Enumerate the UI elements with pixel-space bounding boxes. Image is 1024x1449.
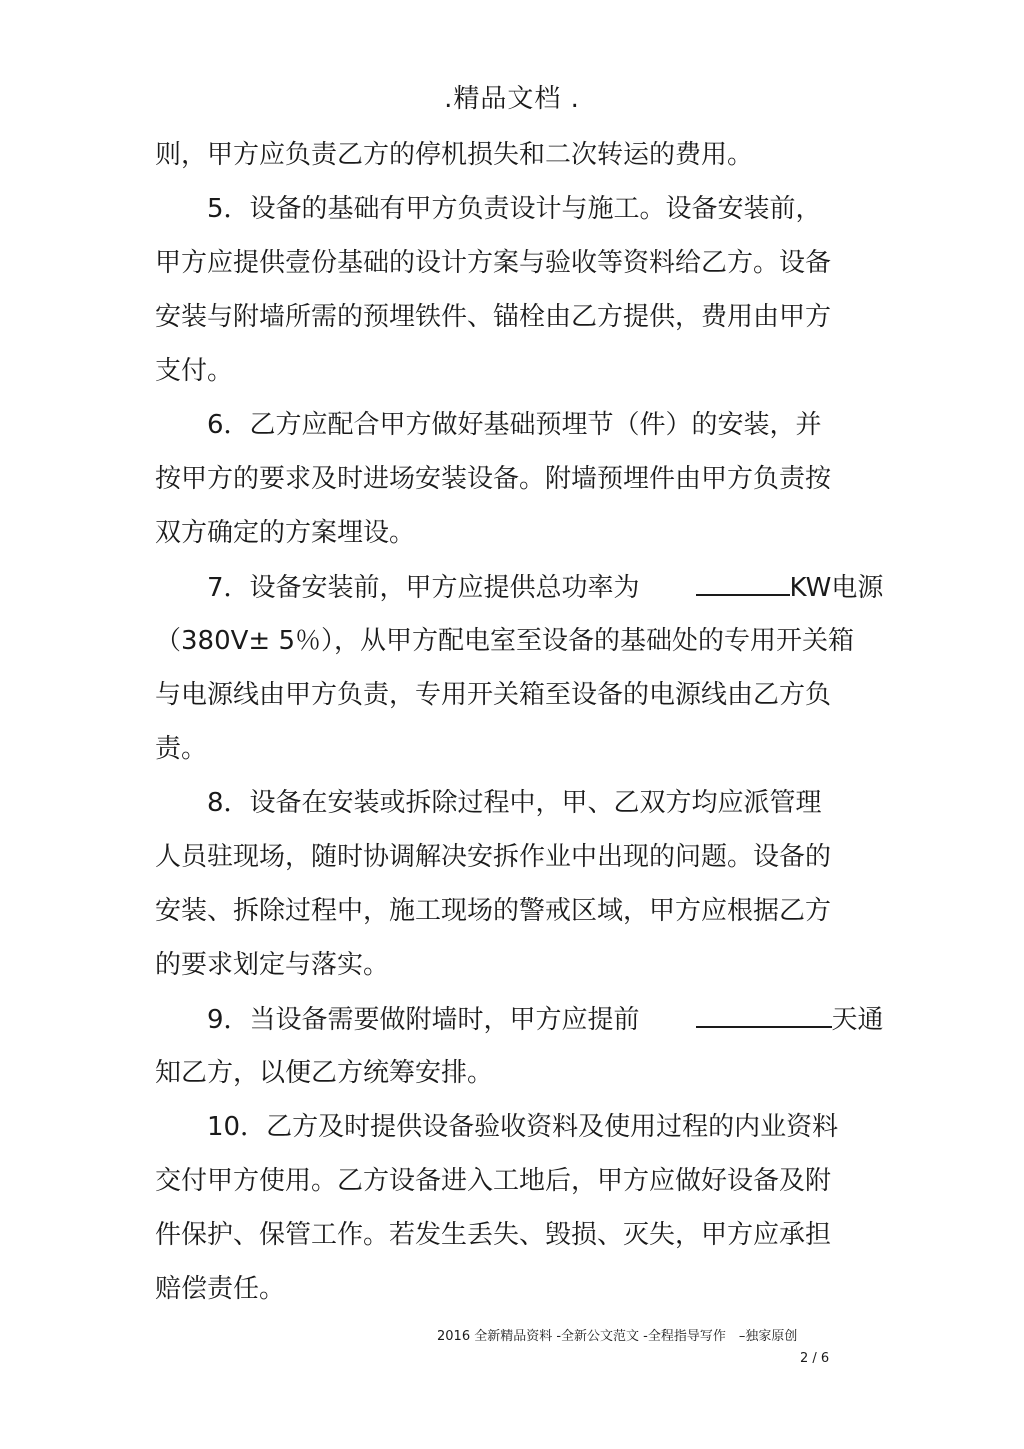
paragraph-line: 支付。 <box>155 356 234 386</box>
clause-6-line: 6．乙方应配合甲方做好基础预埋节（件）的安装，并 <box>207 410 822 440</box>
paragraph-line: （380V± 5％），从甲方配电室至设备的基础处的专用开关箱 <box>155 626 855 656</box>
page-number: 2 / 6 <box>800 1351 830 1366</box>
paragraph-line: 知乙方，以便乙方统筹安排。 <box>155 1058 494 1088</box>
paragraph-line: 人员驻现场，随时协调解决安拆作业中出现的问题。设备的 <box>155 842 832 872</box>
paragraph-line: 则，甲方应负责乙方的停机损失和二次转运的费用。 <box>155 140 754 170</box>
paragraph-line: 安装、拆除过程中，施工现场的警戒区域，甲方应根据乙方 <box>155 896 832 926</box>
clause-7-line <box>155 560 884 614</box>
days-blank-field <box>696 992 832 1028</box>
page-footer: 2016 全新精品资料 -全新公文范文 -全程指导写作 –独家原创 <box>437 1329 798 1344</box>
paragraph-line: 件保护、保管工作。若发生丢失、毁损、灭失，甲方应承担 <box>155 1220 832 1250</box>
paragraph-line: 与电源线由甲方负责，专用开关箱至设备的电源线由乙方负 <box>155 680 832 710</box>
document-body <box>155 128 884 1316</box>
clause-9-line <box>155 992 884 1046</box>
days-unit-text: 天通 <box>831 1005 884 1035</box>
clause-7-text: 7．设备安装前，甲方应提供总功率为 <box>207 573 640 603</box>
paragraph-line: 甲方应提供壹份基础的设计方案与验收等资料给乙方。设备 <box>155 248 832 278</box>
paragraph-line: 双方确定的方案埋设。 <box>155 518 416 548</box>
power-unit-text: KW电源 <box>789 573 884 603</box>
paragraph-line: 交付甲方使用。乙方设备进入工地后，甲方应做好设备及附 <box>155 1166 832 1196</box>
paragraph-line: 责。 <box>155 734 208 764</box>
page-header: .精品文档 . <box>444 84 580 114</box>
paragraph-line: 赔偿责任。 <box>155 1274 286 1304</box>
clause-5-line: 5．设备的基础有甲方负责设计与施工。设备安装前， <box>207 194 822 224</box>
clause-9-text: 9．当设备需要做附墙时，甲方应提前 <box>207 1005 640 1035</box>
clause-8-line: 8．设备在安装或拆除过程中，甲、乙双方均应派管理 <box>207 788 822 818</box>
clause-10-line: 10．乙方及时提供设备验收资料及使用过程的内业资料 <box>207 1112 839 1142</box>
paragraph-line: 的要求划定与落实。 <box>155 950 390 980</box>
paragraph-line: 安装与附墙所需的预埋铁件、锚栓由乙方提供，费用由甲方 <box>155 302 832 332</box>
paragraph-line: 按甲方的要求及时进场安装设备。附墙预埋件由甲方负责按 <box>155 464 832 494</box>
power-blank-field <box>696 560 790 596</box>
